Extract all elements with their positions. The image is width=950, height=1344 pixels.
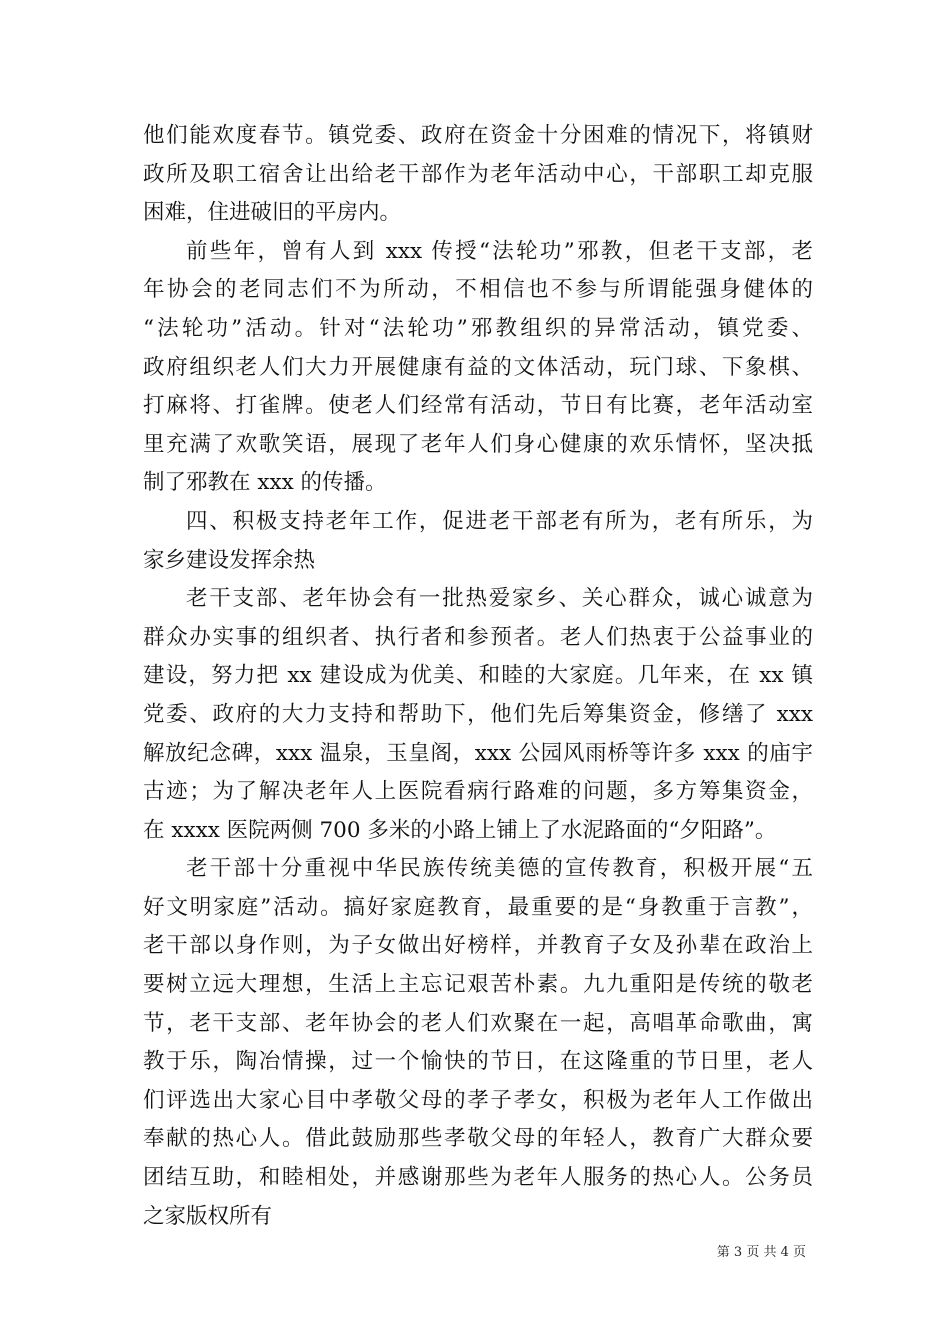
text-line: 政府组织老人们大力开展健康有益的文体活动，玩门球、下象棋、 <box>143 354 813 380</box>
text-line: 困难，住进破旧的平房内。 <box>143 200 402 226</box>
text-line: 好文明家庭”活动。搞好家庭教育，最重要的是“身教重于言教”， <box>143 894 813 920</box>
section-heading-line: 家乡建设发挥余热 <box>143 547 316 573</box>
section-heading-line: 四、积极支持老年工作，促进老干部老有所为，老有所乐，为 <box>186 508 813 534</box>
paragraph-start-line: 老干支部、老年协会有一批热爱家乡、关心群众，诚心诚意为 <box>186 586 813 612</box>
text-line: 老干部以身作则，为子女做出好榜样，并教育子女及孙辈在政治上 <box>143 933 813 959</box>
text-line: 之家版权所有 <box>143 1203 273 1229</box>
text-line: 里充满了欢歌笑语，展现了老年人们身心健康的欢乐情怀，坚决抵 <box>143 431 813 457</box>
document-body <box>143 117 813 1236</box>
text-line: 在 xxxx 医院两侧 700 多米的小路上铺上了水泥路面的“夕阳路”。 <box>143 817 777 843</box>
text-line: 政所及职工宿舍让出给老干部作为老年活动中心，干部职工却克服 <box>143 161 813 187</box>
text-line: 节，老干支部、老年协会的老人们欢聚在一起，高唱革命歌曲，寓 <box>143 1010 813 1036</box>
text-line: 年协会的老同志们不为所动，不相信也不参与所谓能强身健体的 <box>143 277 813 303</box>
text-line: 群众办实事的组织者、执行者和参预者。老人们热衷于公益事业的 <box>143 624 813 650</box>
text-line: 打麻将、打雀牌。使老人们经常有活动，节日有比赛，老年活动室 <box>143 393 813 419</box>
text-line: “法轮功”活动。针对“法轮功”邪教组织的异常活动，镇党委、 <box>143 315 813 341</box>
page-number-footer: 第 3 页 共 4 页 <box>716 1245 806 1260</box>
text-line: 他们能欢度春节。镇党委、政府在资金十分困难的情况下，将镇财 <box>143 123 813 148</box>
text-line: 奉献的热心人。借此鼓励那些孝敬父母的年轻人，教育广大群众要 <box>143 1126 813 1152</box>
text-line: 要树立远大理想，生活上主忘记艰苦朴素。九九重阳是传统的敬老 <box>143 972 813 998</box>
text-line: 们评选出大家心目中孝敬父母的孝子孝女，积极为老年人工作做出 <box>143 1087 813 1113</box>
text-line: 解放纪念碑，xxx 温泉，玉皇阁，xxx 公园风雨桥等许多 xxx 的庙宇 <box>143 740 813 766</box>
text-line: 古迹；为了解决老年人上医院看病行路难的问题，多方筹集资金， <box>143 779 813 805</box>
paragraph-start-line: 老干部十分重视中华民族传统美德的宣传教育，积极开展“五 <box>186 856 813 882</box>
text-line: 教于乐，陶冶情操，过一个愉快的节日，在这隆重的节日里，老人 <box>143 1049 813 1075</box>
text-line: 党委、政府的大力支持和帮助下，他们先后筹集资金，修缮了 xxx <box>143 701 813 727</box>
text-line: 团结互助，和睦相处，并感谢那些为老年人服务的热心人。公务员 <box>143 1165 813 1191</box>
text-line: 制了邪教在 xxx 的传播。 <box>143 470 387 496</box>
text-line: 建设，努力把 xx 建设成为优美、和睦的大家庭。几年来，在 xx 镇 <box>143 663 813 689</box>
paragraph-start-line: 前些年，曾有人到 xxx 传授“法轮功”邪教，但老干支部，老 <box>186 238 813 264</box>
